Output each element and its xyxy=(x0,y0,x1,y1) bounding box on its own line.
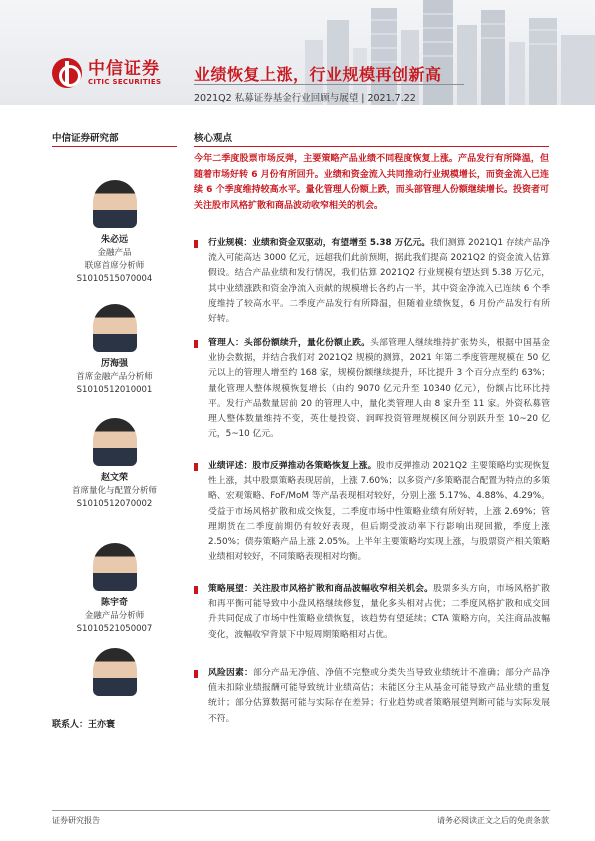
bullet-text: 我们测算 2021Q1 存续产品净流入可能高达 3000 亿元，远超我们此前预期，据此我们提高 2021Q2 的资金流入估算假设。结合产品业绩和发行情况，我们估算 2021Q2 行业规模有望达到 5.38 万亿元，其中业绩涨跌和资金净流入贡献的规模增长各约占一半，其中资金净流入已连续 6 个季度维持了较高水平。二季度产品发行有所降温，但随着业绩恢复，6 月份产品发行有所好转。 xyxy=(208,238,550,325)
analyst-photo xyxy=(93,418,137,466)
analyst-photo xyxy=(93,304,137,352)
header-banner xyxy=(0,0,595,105)
title-divider xyxy=(194,84,464,85)
analyst-role: 金融产品分析师 xyxy=(84,611,145,621)
bullet-text: 头部管理人继续维持扩张势头，根据中国基金业协会数据，并结合我们对 2021Q2 规模的测算，2021 年第二季度管理规模在 50 亿元以上的管理人增至约 168 家，规模份额继续提升，环比提升 3 个百分点至约 63%；量化管理人整体规模恢复增长（由约 9070 亿元升至 10340 亿元），份额占比环比持平。发行产品数量居前 20 的管理人中，量化类管理人由 8 家升至 11 家。外资私募管理人整体数量维持不变，英仕曼投资、润晖投资管理规模区间分别跃升至 10~20 亿元，5~10 亿元。 xyxy=(208,338,550,440)
summary-paragraph: 今年二季度股票市场反弹，主要策略产品业绩不同程度恢复上涨。产品发行有所降温，但随着市场好转 6 月份有所回升。业绩和资金流入共同推动行业规模增长，而资金流入已连续 6 个季度维持较高水平。量化管理人份额上跌，而头部管理人份额继续增长。投资者可关注股市风格扩散和商品波动收窄相关的机会。 xyxy=(194,154,549,211)
bullet-strategy-outlook xyxy=(194,582,550,643)
bullet-text: 部分产品无净值、净值不完整或分类失当导致业绩统计不准确；部分产品净值未扣除业绩报酬可能导致统计业绩高估；未能区分主从基金可能导致产品业绩的重复统计；部分估算数据可能与实际存在差异；行业趋势或者策略展望判断可能与实际发展不符。 xyxy=(208,668,550,724)
analyst-card xyxy=(52,418,177,511)
bullet-heading: 管理人：头部份额续升，量化份额止跌。 xyxy=(208,338,371,348)
analyst-card xyxy=(52,543,177,636)
bullet-performance xyxy=(194,459,550,565)
bullet-text: 股票多头方向，市场风格扩散和再平衡可能导致中小盘风格继续修复，量化多头相对占优；二季度风格扩散和成交回升共同促成了市场中性策略业绩恢复，该趋势有望延续；CTA 策略方向，关注商品波幅变化，波幅收窄背景下中短周期策略相对占优。 xyxy=(208,584,550,640)
analyst-name: 朱必远 xyxy=(100,235,128,245)
logo-cn-text: 中信证券 xyxy=(88,58,160,79)
left-divider xyxy=(52,146,177,147)
bullet-text: 股市反弹推动 2021Q2 主要策略均实现恢复性上涨，其中股票策略表现居前，上涨 7.60%；以多资产/多策略混合配置为特点的多策略、宏观策略、FoF/MoM 等产品表现相对较好，分别上涨 5.17%、4.88%、4.29%。受益于市场风格扩散和成交恢复，二季度市场中性策略业绩有所好转，上涨 2.69%；管理期货在二季度前期仍有较好表现，但后期受波动率下行影响出现回撤，季度上涨 2.50%；债券策略产品上涨 2.05%。上半年主要策略均实现上涨，与股票资产相关策略业绩相对较好，不同策略表现相对均衡。 xyxy=(208,461,550,563)
contact-photo-wrap xyxy=(52,648,177,702)
bullet-heading: 行业规模：业绩和资金双驱动，有望增至 5.38 万亿元。 xyxy=(208,238,431,248)
analyst-role: 金融产品 xyxy=(97,248,132,258)
bullet-marker xyxy=(194,670,198,678)
bullet-managers xyxy=(194,336,550,442)
bullet-heading: 策略展望：关注股市风格扩散和商品波幅收窄相关机会。 xyxy=(208,584,434,594)
citic-logo-icon xyxy=(52,58,82,88)
analyst-photo xyxy=(93,543,137,591)
analyst-cert: S1010512010001 xyxy=(76,385,153,395)
analyst-role-2: 联席首席分析师 xyxy=(84,261,145,271)
logo-en-text: CITIC SECURITIES xyxy=(88,77,162,86)
contact-person: 联系人：王亦寰 xyxy=(52,720,116,730)
bullet-industry-scale xyxy=(194,236,550,327)
analyst-cert: S1010521050007 xyxy=(76,624,153,634)
analyst-role: 首席金融产品分析师 xyxy=(76,372,153,382)
analyst-name: 厉海强 xyxy=(100,359,128,369)
footer-divider xyxy=(52,810,550,811)
bullet-marker xyxy=(194,463,198,471)
bullet-heading: 业绩评述：股市反弹推动各策略恢复上涨。 xyxy=(208,461,377,471)
bullet-marker xyxy=(194,340,198,348)
analyst-role: 首席量化与配置分析师 xyxy=(71,486,157,496)
footer-disclaimer: 请务必阅读正文之后的免责条款 xyxy=(437,816,549,825)
analyst-card xyxy=(52,180,177,286)
bullet-risk-factors xyxy=(194,666,550,727)
analyst-cert: S1010515070004 xyxy=(76,274,153,284)
report-subtitle: 2021Q2 私募证券基金行业回顾与展望 | 2021.7.22 xyxy=(194,93,416,104)
analyst-name: 陈宇奇 xyxy=(100,598,128,608)
analyst-photo xyxy=(93,180,137,228)
analyst-name: 赵文荣 xyxy=(100,473,128,483)
report-title: 业绩恢复上涨，行业规模再创新高 xyxy=(194,65,442,84)
analyst-cert: S1010512070002 xyxy=(76,499,153,509)
footer-report-type: 证券研究报告 xyxy=(52,816,100,825)
bullet-marker xyxy=(194,240,198,248)
core-viewpoints-label: 核心观点 xyxy=(194,133,233,144)
contact-photo xyxy=(93,648,137,696)
analyst-card xyxy=(52,304,177,397)
bullet-heading: 风险因素： xyxy=(208,668,254,678)
right-divider xyxy=(194,146,549,147)
bullet-marker xyxy=(194,586,198,594)
department-label: 中信证券研究部 xyxy=(52,133,119,144)
citic-logo xyxy=(52,58,161,88)
